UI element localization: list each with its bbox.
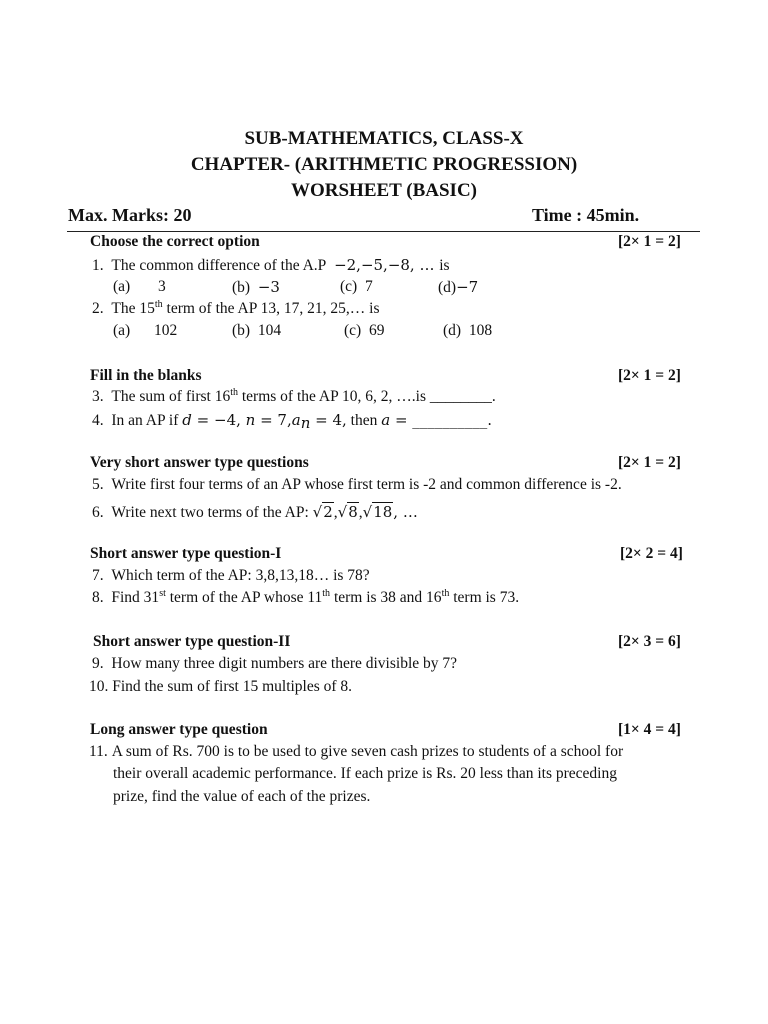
section-marks-fill-blanks: [2× 1 = 2]	[618, 367, 681, 384]
sqrt-8: √8	[337, 503, 358, 521]
question-2: 2. The 15th term of the AP 13, 17, 21, 25,… is	[92, 299, 380, 317]
section-title-very-short: Very short answer type questions	[90, 454, 309, 471]
max-marks: Max. Marks: 20	[68, 205, 192, 225]
section-marks-short-1: [2× 2 = 4]	[620, 545, 683, 562]
section-marks-short-2: [2× 3 = 6]	[618, 633, 681, 650]
option-2a: (a)	[113, 322, 131, 339]
question-7: 7. Which term of the AP: 3,8,13,18… is 78?	[92, 567, 370, 584]
question-4: 4. In an AP if d = −4, $n = 7,a_n = 4$, then a = __________.	[92, 411, 493, 432]
worksheet-chapter-title: CHAPTER- (ARITHMETIC PROGRESSION)	[190, 154, 578, 175]
option-2d: (d) 108	[443, 322, 493, 339]
section-marks-mcq: [2× 1 = 2]	[618, 233, 681, 250]
option-1a-value: 3	[158, 278, 166, 295]
section-title-mcq: Choose the correct option	[90, 233, 260, 250]
option-2a-value: 102	[154, 322, 178, 339]
worksheet-type-title: WORSHEET (BASIC)	[290, 180, 477, 201]
time-limit: Time : 45min.	[532, 205, 640, 225]
question-1: 1. The common difference of the A.P −2,−5,−8, … is	[92, 256, 450, 274]
section-title-fill-blanks: Fill in the blanks	[90, 367, 202, 384]
question-11: 11. A sum of Rs. 700 is to be used to give seven cash prizes to students of a school for	[89, 743, 624, 760]
sqrt-18: √18	[362, 503, 393, 521]
question-11-line-2: their overall academic performance. If each prize is Rs. 20 less than its preceding	[113, 765, 617, 782]
question-6: 6. Write next two terms of the AP: √2,√8,√18, …	[92, 503, 418, 521]
option-2c: (c) 69	[344, 322, 385, 339]
section-marks-very-short: [2× 1 = 2]	[618, 454, 681, 471]
question-8: 8. Find 31st term of the AP whose 11th term is 38 and 16th term is 73.	[92, 588, 520, 606]
worksheet-subject-title: SUB-MATHEMATICS, CLASS-X	[244, 128, 524, 149]
section-title-short-2: Short answer type question-II	[93, 633, 291, 650]
option-1a: (a)	[113, 278, 131, 295]
header-divider	[67, 231, 700, 232]
section-marks-long: [1× 4 = 4]	[618, 721, 681, 738]
question-5: 5. Write first four terms of an AP whose first term is -2 and common difference is -2.	[92, 476, 622, 493]
question-number: 1.	[92, 257, 104, 274]
option-1c: (c) 7	[340, 278, 373, 295]
option-1b: (b) −3	[232, 278, 280, 296]
sqrt-2: √2	[312, 503, 333, 521]
option-2b: (b) 104	[232, 322, 282, 339]
section-title-long: Long answer type question	[90, 721, 268, 738]
question-3: 3. The sum of first 16th terms of the AP 10, 6, 2, ….is ________.	[92, 387, 496, 405]
option-1d: (d)−7	[438, 278, 479, 296]
question-10: 10. Find the sum of first 15 multiples of 8.	[89, 678, 353, 695]
question-9: 9. How many three digit numbers are there divisible by 7?	[92, 655, 458, 672]
section-title-short-1: Short answer type question-I	[90, 545, 282, 562]
question-11-line-3: prize, find the value of each of the prizes.	[113, 788, 371, 805]
